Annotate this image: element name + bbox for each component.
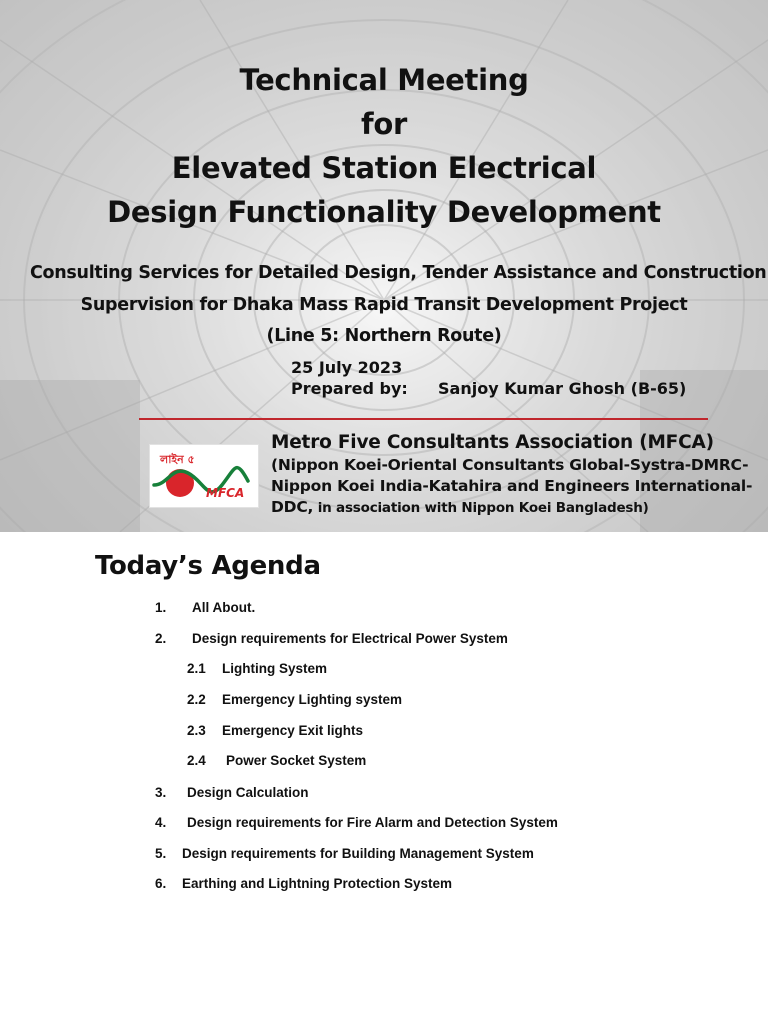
logo-mfca-text: MFCA — [206, 486, 245, 500]
title-line-3: Elevated Station Electrical — [171, 151, 597, 185]
organization-info — [271, 430, 751, 519]
agenda-item-number: 6. — [155, 876, 167, 891]
title-line-4: Design Functionality Development — [107, 195, 661, 229]
meeting-meta — [291, 357, 687, 399]
agenda-item-number: 5. — [155, 846, 167, 861]
agenda-item-number: 1. — [155, 600, 167, 615]
agenda-item-label: Design requirements for Building Management System — [182, 846, 534, 861]
agenda-item-number: 2.2 — [187, 692, 206, 707]
agenda-item-label: Design requirements for Fire Alarm and Detection System — [187, 815, 558, 830]
members-ddc: DDC, — [271, 498, 314, 516]
agenda-item-number: 2.3 — [187, 723, 206, 738]
agenda-item-label: All About. — [192, 600, 256, 615]
agenda-item-label: Power Socket System — [226, 753, 367, 768]
organization-name: Metro Five Consultants Association (MFCA) — [271, 432, 714, 453]
agenda-item-label: Emergency Lighting system — [222, 692, 403, 707]
agenda-item-label: Design Calculation — [187, 785, 309, 800]
logo-bangla-text: লাইন ৫ — [160, 453, 195, 466]
agenda-item-label: Emergency Exit lights — [222, 723, 364, 738]
agenda-item-number: 3. — [155, 785, 167, 800]
prepared-by-label: Prepared by: — [291, 379, 408, 398]
title-line-2: for — [361, 107, 407, 141]
members-line-2: Nippon Koei India-Katahira and Engineers International- — [271, 477, 753, 495]
mfca-logo — [149, 444, 259, 508]
prepared-by-row — [291, 378, 687, 399]
divider-line — [139, 418, 708, 420]
agenda-item-number: 2.4 — [187, 753, 206, 768]
agenda-item-number: 2.1 — [187, 661, 206, 676]
title-line-1: Technical Meeting — [239, 63, 529, 97]
agenda-item-label: Design requirements for Electrical Power System — [192, 631, 508, 646]
project-subtitle — [30, 258, 767, 353]
line5-logo-icon — [150, 445, 258, 507]
prepared-by-name: Sanjoy Kumar Ghosh (B-65) — [438, 379, 687, 398]
meeting-date: 25 July 2023 — [291, 358, 403, 377]
agenda-heading: Today’s Agenda — [95, 551, 321, 581]
subtitle-line-2: Supervision for Dhaka Mass Rapid Transit Development Project — [80, 294, 688, 315]
subtitle-line-1: Consulting Services for Detailed Design, Tender Assistance and Construction — [30, 263, 767, 283]
agenda-item-number: 2. — [155, 631, 167, 646]
members-line-1: (Nippon Koei-Oriental Consultants Global-Systra-DMRC- — [271, 456, 749, 474]
meeting-title — [0, 58, 768, 234]
agenda-item-label: Earthing and Lightning Protection System — [182, 876, 453, 891]
agenda-item-number: 4. — [155, 815, 167, 830]
organization-members — [271, 455, 751, 519]
members-line-3 — [271, 497, 751, 519]
subtitle-line-3: (Line 5: Northern Route) — [266, 326, 502, 346]
association-text: in association with Nippon Koei Bangladesh) — [313, 500, 649, 516]
agenda-item-label: Lighting System — [222, 661, 328, 676]
